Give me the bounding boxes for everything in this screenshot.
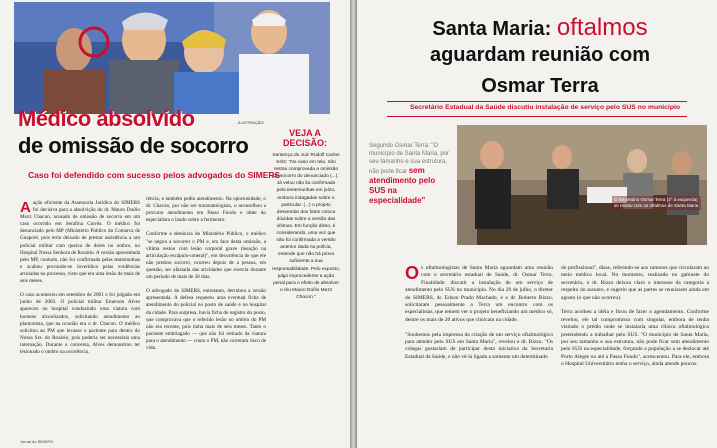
right-subheadline: Secretário Estadual da Saúde discutiu instalação de serviço pelo SUS no município <box>409 104 681 111</box>
doctors-illustration <box>14 2 330 114</box>
right-title-line-1 <box>385 14 695 42</box>
title-rule-bottom <box>387 116 687 117</box>
sidebar-title: VEJA A DECISÃO: <box>282 128 327 148</box>
title-rule-top <box>387 101 687 102</box>
meeting-photo-image <box>457 125 707 245</box>
dropcap-right: O <box>405 265 420 283</box>
right-column-1-text: s oftalmologistas de Santa Maria aguardam uma reunião com o secretário estadual de Saúde, dr. Osmar Terra. Finalidade: discutir a instalação de um serviço de atendimento pelo SUS no município. No dia 29 de julho, o diretor do SIMERS, dr. Edson Prado Machado, e o dr. Roberto Rizzo, solicitaram pessoalmente a Terra um encontro com os especialistas, que temem ver o projeto beneficiando um médico só, dentre os mais de 20 ativos que clinicam na cidade. "Soubemos pela imprensa da criação de um serviço oftalmológico para atender pelo SUS em Santa Maria", revelou o dr. Rizzo. "Os colegas gostariam de participar desta iniciativa da Secretaria Estadual da Saúde, e não vê-la ligada a somente um determinado <box>405 265 553 360</box>
pullquote-intro: Segundo Osmar Terra: "O município de Santa Maria, por seu tamanho e sua estrutura, não pode ficar <box>369 143 450 175</box>
left-column-2: rência, e também pediu atendimento. Na oportunidade, o dr. Chacon, por não ser traumatologista, o aconselhou a procurar atendimento em Passo Fundo e obter do especialista o laudo sobre a ferimento. Conforme a denúncia do Ministério Público, o médico "se negou a socorrer o PM e, em face desta omissão, a vítima restou com lesão corporal grave (lesação na articulação escápulo-umeral)", em decorrência de que ele não prestou socorro, ocorreu depois de a pessoa, em questão, ser afastada das atividades que exercia durante um período de mais de 30 dias. O advogado do SIMERS, entretanto, derrubou a versão apresentada. A defesa requereu uma eventual ficha de atendimento do policial no posto de saúde e no hospital da cidade. Para surpresa, havia ficha de registro do posto, que comprovava que o referido lesão no ombro do PM não era recente, pois tinha mais de seis meses. Tanto o paciente embriagado — que não foi retirado da viatura para o atendimento — como o PM, não correram risco de vida. <box>146 196 266 351</box>
title-part-black: Santa Maria: <box>432 18 552 40</box>
illustration-credit: ILUSTRAÇÃO <box>238 120 264 125</box>
comic-illustration <box>14 2 330 114</box>
right-column-1 <box>405 265 553 443</box>
left-column-1 <box>20 200 140 440</box>
dropcap: A <box>20 200 31 216</box>
sidebar-text: Sentença do Juiz Rudolf Carlos Kritz: "No caso em tela, não restou comprovada a omissão de socorro do denunciado (...). Já velou não lia confirmada pela testemunhas em juízo, embora indagadas sobre o particular. (...) o projeto desvendar dos fatos coloca dúvidas sobre a versão das vítimas. Em função disso, é considerando, uma vez que não foi confirmada a versão anterior dada na polícia, entende que não há prova suficiente a sua responsabilidade. Pelo exposto, julgo improcedente a ação penal para o efeito de absolver o réu Mauro Duílio Mezz Chacon." <box>272 153 340 300</box>
pullquote-emphasis: sem atendimento pelo SUS na especialidade" <box>369 166 436 205</box>
page-gutter <box>350 0 357 448</box>
left-column-1-text: ação eficiente da Assessoria Jurídica do SIMERS foi decisiva para a absolvição do dr. Mauro Duílio Mezz Chacon, acusado de omissão de socorro em um caso ocorrido em Serafina Corrêa. O médico foi denunciado pelo MP (Ministério Público da Comarca de Guaporé, pois teria deixado de prestar assistência a um policial militar com queixa de dores no ombro, no Hospital Nossa Senhora de Rosário. A versão apresentada pelo MP, contudo, não foi confirmada pelas testemunhas e acabou provando-se inverídica pelas evidências arroladas no processo, visto que era uma lesão de mais de seis meses. O caso aconteceu em setembro de 2001 e foi julgado em junho de 2003. O policial militar Emerson Alves apareceu no hospital conduzindo uma viatura com homens alcoolizados, solicitando atendimento ao plantonista, que na ocasião era o dr. Chacon. O médico solicitou ao PM que levasse o paciente para dentro do Nossa Sra. do Rosário, pois poderia ser necessária uma internação. Durante a conversa, Alves demonstrou ter lesionado o ombro na ocorrência. <box>20 200 140 355</box>
subheadline: Caso foi defendido com sucesso pelos advogados do SIMERS <box>28 170 281 180</box>
right-page <box>357 0 717 448</box>
pullquote <box>369 142 451 206</box>
right-title-line-2: aguardam reunião com <box>429 44 651 66</box>
left-footer: Jornal do SIMERS <box>20 439 53 444</box>
left-page <box>0 0 350 448</box>
meeting-photo <box>457 125 707 245</box>
photo-caption: O Secretário Osmar Terra (1º à esquerda) se reuniu com os oftalmos de Santa Maria <box>612 196 701 210</box>
headline-black: de omissão de socorro <box>18 133 249 158</box>
headline-red: Médico absolvido <box>18 106 195 131</box>
right-column-2: do profissional", disse, referindo-se aos rumores que circularam no meio médico local. No momento, realizado no gabinete do secretário, o dr. Rizzo deixou claro o interesse da categoria a respeito do assunto, e sugeriu que as partes se reunissem ainda em agosto (o que não ocorreu). Terra acolheu a idéia e ficou de fazer o agendamento. Conforme revelou, ele tal compromisso com singular, embora de tenha visitado o prédio onde se instalaria uma clínica oftalmológica pretendendo a trabalhar pelo SUS. "O município de Santa Maria, por seu tamanho e sua estrutura, não pode ficar sem atendimento pelo SUS na especialidade, forçando a população a se deslocar até Porto Alegre ou até a Passo Fundo", acrescentou. Para ele, embora o Hospital Universitário tenha o serviço, ainda atende poucos. <box>561 265 709 368</box>
right-title-line-3: Osmar Terra <box>481 75 599 97</box>
title-part-red: oftalmos <box>556 14 648 41</box>
